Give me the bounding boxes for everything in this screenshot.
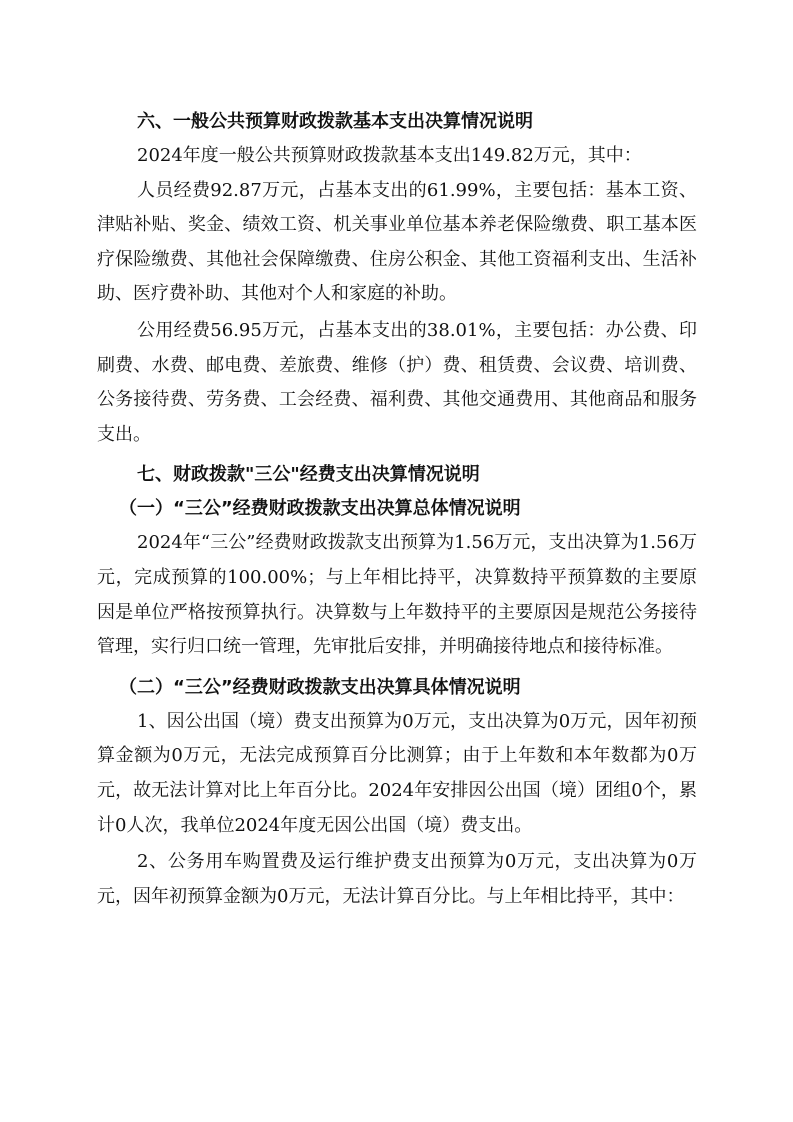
paragraph-personnel-expenses: 人员经费92.87万元，占基本支出的61.99%，主要包括：基本工资、津贴补贴、奖金、绩效工资、机关事业单位基本养老保险缴费、职工基本医疗保险缴费、其他社会保障缴费、住房公积金、其他工资福利支出、生活补助、医疗费补助、其他对个人和家庭的补助。 — [97, 179, 697, 305]
paragraph-basic-expenditure-total: 2024年度一般公共预算财政拨款基本支出149.82万元，其中： — [137, 145, 642, 166]
paragraph-overseas-travel: 1、因公出国（境）费支出预算为0万元，支出决算为0万元，因年初预算金额为0万元，无法完成预算百分比测算；由于上年数和本年数都为0万元，故无法计算对比上年百分比。2024年安排因公出国（境）团组0个，累计0人次，我单位2024年度无因公出国（境）费支出。 — [97, 710, 697, 836]
paragraph-public-expenses: 公用经费56.95万元，占基本支出的38.01%，主要包括：办公费、印刷费、水费、邮电费、差旅费、维修（护）费、租赁费、会议费、培训费、公务接待费、劳务费、工会经费、福利费、其他交通费用、其他商品和服务支出。 — [97, 319, 697, 445]
page-content — [97, 105, 697, 914]
subsection-heading-7-2: （二）“三公”经费财政拨款支出决算具体情况说明 — [119, 676, 521, 698]
paragraph-official-vehicles: 2、公务用车购置费及运行维护费支出预算为0万元，支出决算为0万元，因年初预算金额为0万元，无法计算百分比。与上年相比持平，其中： — [97, 851, 697, 907]
section-heading-6: 六、一般公共预算财政拨款基本支出决算情况说明 — [137, 111, 533, 132]
subsection-heading-7-1: （一）“三公”经费财政拨款支出决算总体情况说明 — [119, 498, 521, 520]
section-heading-7: 七、财政拨款"三公"经费支出决算情况说明 — [137, 464, 480, 486]
paragraph-three-public-overall: 2024年“三公”经费财政拨款支出预算为1.56万元，支出决算为1.56万元，完成预算的100.00%；与上年相比持平，决算数持平预算数的主要原因是单位严格按预算执行。决算数与上年数持平的主要原因是规范公务接待管理，实行归口统一管理，先审批后安排，并明确接待地点和接待标准。 — [97, 532, 697, 658]
